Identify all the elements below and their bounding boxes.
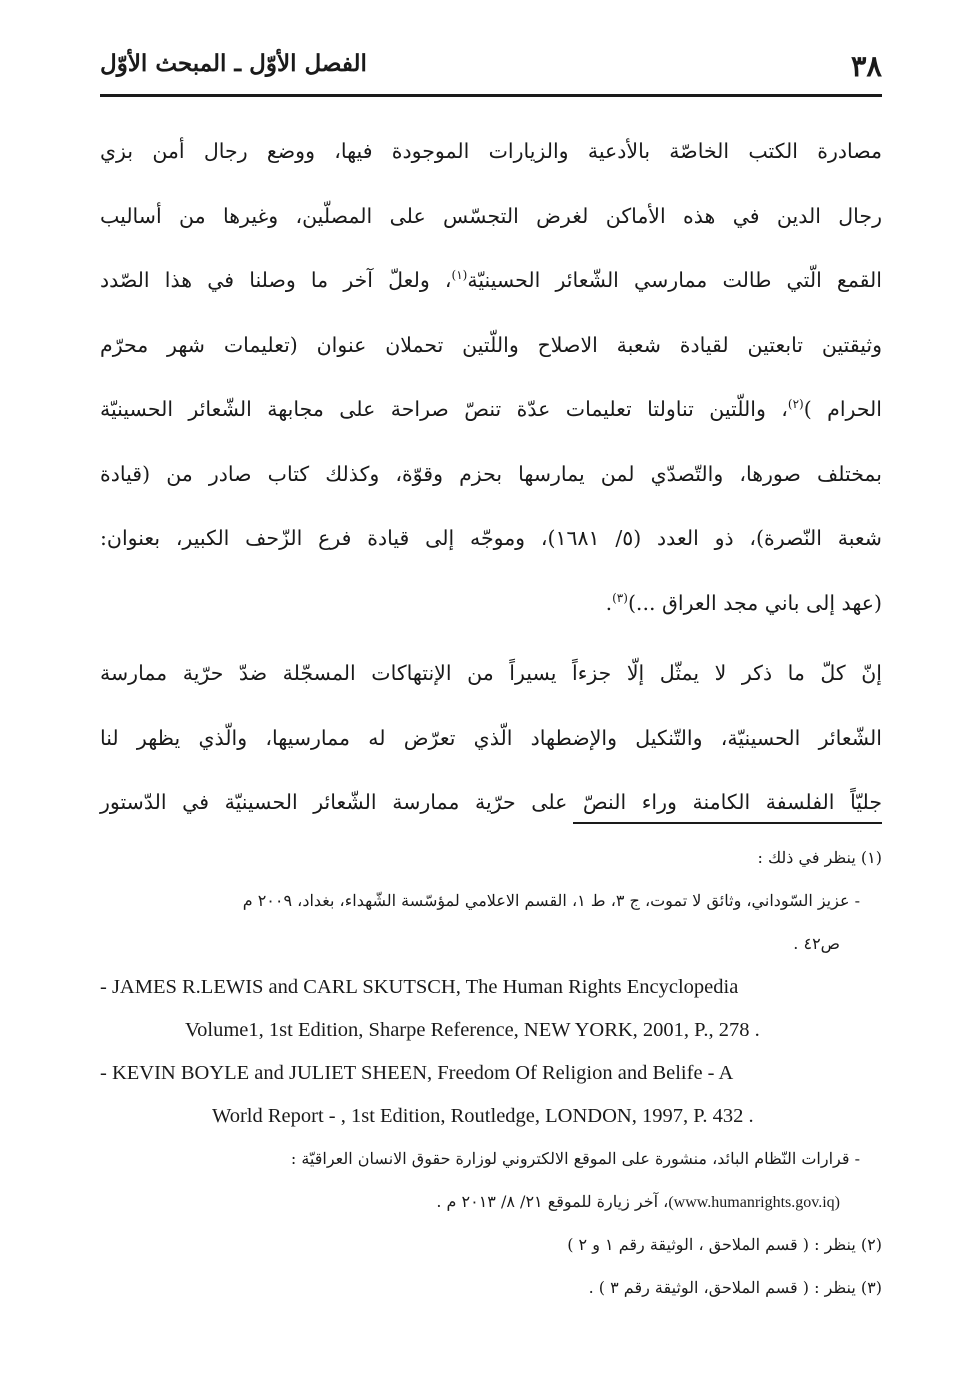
body-line: جليّاً الفلسفة الكامنة وراء النصّ على حرّية ممارسة الشّعائر الحسينيّة في الدّستور [100, 790, 882, 814]
body-line: مصادرة الكتب الخاصّة بالأدعية والزيارات الموجودة فيها، ووضع رجال أمن بزي [100, 139, 882, 163]
body-line [100, 255, 882, 320]
body-line: بمختلف صورها، والتّصدّي لمن يمارسها بحزم وقوّة، وكذلك كتاب صادر من (قيادة [100, 461, 882, 486]
body-line [100, 384, 882, 449]
footnote-ref-3[interactable]: (٣) [612, 590, 628, 605]
footnote-1-source-c-cont: World Report - , 1st Edition, Routledge, LONDON, 1997, P. 432 . [212, 1105, 754, 1127]
footnote-1-source-b: - JAMES R.LEWIS and CARL SKUTSCH, The Human Rights Encyclopedia [100, 976, 739, 998]
footnote-3: (٣) ينظر : ( قسم الملاحق، الوثيقة رقم ٣ ) . [588, 1278, 882, 1297]
footnote-1-source-d-cont [90, 1186, 882, 1229]
body-text [100, 126, 882, 842]
chapter-title: الفصل الأوّل ـ المبحث الأوّل [100, 50, 367, 77]
source-url-link[interactable]: (www.humanrights.gov.iq) [668, 1194, 840, 1211]
footnote-1-source-a-cont: ص٤٢ . [793, 934, 840, 953]
body-line: إنّ كلّ ما ذكر لا يمثّل إلّا جزءاً يسيراً من الإنتهاكات المسجّلة ضدّ حرّية ممارسة [100, 661, 882, 685]
body-line-segment: الحرام ) [803, 397, 882, 421]
footnote-ref-1[interactable]: (١) [451, 268, 468, 283]
body-line-segment: ، ولعلّ آخر ما وصلنا في هذا الصّدد [100, 268, 452, 292]
body-line: شعبة النّصرة)، ذو العدد (٥/ ١٦٨١)، وموجّه إلى قيادة فرع الزّحف الكبير، بعنوان: [100, 526, 882, 550]
footnote-separator [573, 822, 882, 824]
body-line-segment: . [605, 590, 613, 615]
body-line: الشّعائر الحسينيّة، والتّنكيل والإضطهاد الّذي تعرّض له ممارسيها، والّذي يظهر لنا [100, 725, 882, 750]
footnotes [90, 842, 882, 1315]
body-line-segment: (عهد إلى باني مجد العراق ...) [627, 590, 882, 615]
page-header [100, 38, 882, 97]
body-line: وثيقتين تابعتين لقيادة شعبة الاصلاح واللّتين تحملان عنوان (تعليمات شهر محرّم [100, 332, 882, 357]
body-line-segment: القمع الّتي طالت ممارسي الشّعائر الحسينيّة [467, 268, 882, 292]
footnote-1-source-d-date: ، آخر زيارة للموقع ٢١/ ٨/ ٢٠١٣ م . [436, 1192, 669, 1211]
body-line-segment: ، واللّتين تناولتا تعليمات عدّة تنصّ صراحة على مجابهة الشّعائر الحسينيّة [100, 397, 788, 421]
footnote-1-source-c: - KEVIN BOYLE and JULIET SHEEN, Freedom Of Religion and Belife - A [100, 1062, 734, 1084]
body-line: رجال الدين في هذه الأماكن لغرض التجسّس على المصلّين، وغيرها من أساليب [100, 203, 882, 228]
footnote-ref-2[interactable]: (٢) [787, 397, 804, 412]
footnote-2: (٢) ينظر : ( قسم الملاحق ، الوثيقة رقم ١ و ٢ ) [567, 1235, 882, 1254]
footnote-1-source-d: - قرارات النّظام البائد، منشورة على الموقع الالكتروني لوزارة حقوق الانسان العراقيّة : [290, 1149, 860, 1168]
body-line [100, 578, 882, 643]
footnote-1-heading: (١) ينظر في ذلك : [757, 848, 882, 867]
footnote-1-source-b-cont: Volume1, 1st Edition, Sharpe Reference, NEW YORK, 2001, P., 278 . [185, 1019, 760, 1041]
footnote-1-source-a: - عزيز السّوداني، وثائق لا تموت، ج ٣، ط ١، القسم الاعلامي لمؤسّسة الشّهداء، بغداد، ٢٠٠٩ م [242, 891, 860, 910]
page-number: ٣٨ [850, 49, 882, 83]
